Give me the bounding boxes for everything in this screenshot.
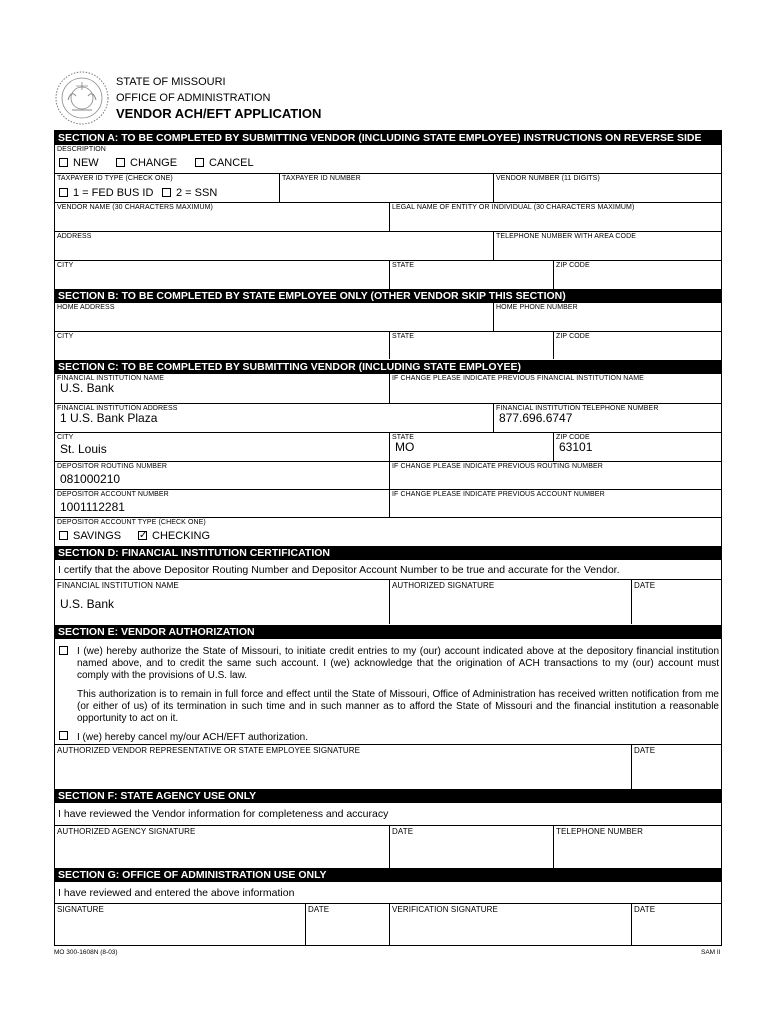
city-field-a[interactable] <box>55 261 389 289</box>
section-c-header: SECTION C: TO BE COMPLETED BY SUBMITTING VENDOR (INCLUDING STATE EMPLOYEE) <box>55 360 721 374</box>
new-checkbox[interactable] <box>59 158 68 167</box>
telephone-field[interactable] <box>493 232 721 260</box>
vendor-name-field[interactable] <box>55 203 389 231</box>
vendor-signature-field[interactable] <box>55 745 631 789</box>
agency-phone-label: TELEPHONE NUMBER <box>556 827 643 836</box>
oa-review-row <box>55 882 721 903</box>
routing-row <box>55 461 721 489</box>
certification-text: I certify that the above Depositor Routing Number and Depositor Account Number to be true and accurate for the Vendor. <box>58 564 620 576</box>
city-field-b[interactable] <box>55 332 389 359</box>
fed-bus-id-checkbox[interactable] <box>59 188 68 197</box>
account-value: 1001112281 <box>60 500 125 514</box>
cancel-authorization-text: I (we) hereby cancel my/our ACH/EFT authorization. <box>77 732 309 743</box>
agency-signature-row <box>55 825 721 868</box>
cert-fi-name-label: FINANCIAL INSTITUTION NAME <box>57 581 179 590</box>
legal-name-label: LEGAL NAME OF ENTITY OR INDIVIDUAL (30 CHARACTERS MAXIMUM) <box>392 204 635 211</box>
prev-account-label: IF CHANGE PLEASE INDICATE PREVIOUS ACCOUNT NUMBER <box>392 491 605 498</box>
zip-field-b[interactable] <box>553 332 721 359</box>
home-address-field[interactable] <box>55 303 493 331</box>
fi-name-label: FINANCIAL INSTITUTION NAME <box>57 375 164 382</box>
prev-fi-label: IF CHANGE PLEASE INDICATE PREVIOUS FINANCIAL INSTITUTION NAME <box>392 375 644 382</box>
fi-zip-field[interactable] <box>553 433 721 461</box>
authorize-checkbox[interactable] <box>59 646 68 655</box>
account-label: DEPOSITOR ACCOUNT NUMBER <box>57 491 169 498</box>
agency-review-text: I have reviewed the Vendor information for completeness and accuracy <box>58 808 389 820</box>
fi-phone-field[interactable] <box>493 404 721 432</box>
agency-review-row <box>55 803 721 825</box>
city-row-b <box>55 331 721 359</box>
fi-city-value: St. Louis <box>60 442 107 456</box>
fi-zip-value: 63101 <box>559 440 593 454</box>
prev-fi-field[interactable] <box>389 374 721 403</box>
state-label-b: STATE <box>392 333 415 340</box>
telephone-label: TELEPHONE NUMBER WITH AREA CODE <box>496 233 637 240</box>
fi-phone-value: 877.696.6747 <box>499 411 573 425</box>
fi-city-row <box>55 432 721 461</box>
fi-city-label: CITY <box>57 434 74 441</box>
cert-date-field[interactable] <box>631 580 721 624</box>
address-field[interactable] <box>55 232 493 260</box>
oa-verification-label: VERIFICATION SIGNATURE <box>392 905 498 914</box>
oa-signature-label: SIGNATURE <box>57 905 104 914</box>
description-row <box>55 145 721 173</box>
section-b-header: SECTION B: TO BE COMPLETED BY STATE EMPLOYEE ONLY (OTHER VENDOR SKIP THIS SECTION) <box>55 289 721 303</box>
oa-signature-row <box>55 903 721 945</box>
fi-address-row <box>55 403 721 432</box>
check-mark-icon: ✓ <box>139 530 148 541</box>
taxid-type-cell <box>55 174 279 202</box>
oa-date2-label: DATE <box>634 905 656 914</box>
cancel-authorization-checkbox[interactable] <box>59 731 68 740</box>
account-type-label: DEPOSITOR ACCOUNT TYPE (CHECK ONE) <box>57 519 206 526</box>
header-office: OFFICE OF ADMINISTRATION <box>116 92 271 104</box>
cert-date-label: DATE <box>634 581 656 590</box>
routing-label: DEPOSITOR ROUTING NUMBER <box>57 463 168 470</box>
vendor-name-row <box>55 202 721 231</box>
zip-label-a: ZIP CODE <box>556 262 590 269</box>
fi-name-value: U.S. Bank <box>60 381 115 395</box>
fi-state-field[interactable] <box>389 433 553 461</box>
fed-bus-id-label: 1 = FED BUS ID <box>73 187 154 199</box>
form-title: VENDOR ACH/EFT APPLICATION <box>116 106 322 121</box>
routing-field[interactable] <box>55 462 389 489</box>
savings-checkbox[interactable] <box>59 531 68 540</box>
vendor-date-label: DATE <box>634 746 656 755</box>
state-seal-logo <box>54 70 110 126</box>
cert-signature-field[interactable] <box>389 580 631 624</box>
prev-routing-label: IF CHANGE PLEASE INDICATE PREVIOUS ROUTING NUMBER <box>392 463 603 470</box>
fi-state-label: STATE <box>392 434 415 441</box>
cert-fi-name-field[interactable] <box>55 580 389 624</box>
sam-label: SAM II <box>701 949 721 956</box>
fi-name-field[interactable] <box>55 374 389 403</box>
section-d-header: SECTION D: FINANCIAL INSTITUTION CERTIFICATION <box>55 546 721 560</box>
checking-checkbox[interactable] <box>138 531 147 540</box>
address-row <box>55 231 721 260</box>
taxpayer-row <box>55 173 721 202</box>
vendor-signature-row <box>55 744 721 789</box>
certification-row <box>55 560 721 578</box>
savings-label: SAVINGS <box>73 530 122 542</box>
home-phone-field[interactable] <box>493 303 721 331</box>
prev-routing-field[interactable] <box>389 462 721 489</box>
section-g-header: SECTION G: OFFICE OF ADMINISTRATION USE ONLY <box>55 868 721 882</box>
fi-cert-row <box>55 579 721 624</box>
cert-fi-name-value: U.S. Bank <box>60 597 115 611</box>
change-label: CHANGE <box>130 157 178 169</box>
legal-name-field[interactable] <box>389 203 721 231</box>
cancel-checkbox[interactable] <box>195 158 204 167</box>
vendor-date-field[interactable] <box>631 745 721 789</box>
account-row <box>55 489 721 517</box>
agency-signature-field[interactable] <box>55 826 389 868</box>
form-number: MO 300-1608N (8-03) <box>54 949 118 956</box>
taxid-number-cell[interactable] <box>279 174 493 202</box>
oa-date-field[interactable] <box>305 904 389 945</box>
agency-date-label: DATE <box>392 827 414 836</box>
vendor-signature-label: AUTHORIZED VENDOR REPRESENTATIVE OR STATE EMPLOYEE SIGNATURE <box>57 746 361 755</box>
section-e-header: SECTION E: VENDOR AUTHORIZATION <box>55 625 721 639</box>
header-state: STATE OF MISSOURI <box>116 76 226 88</box>
home-address-label: HOME ADDRESS <box>57 304 115 311</box>
taxid-number-label: TAXPAYER ID NUMBER <box>282 175 361 182</box>
cert-signature-label: AUTHORIZED SIGNATURE <box>392 581 495 590</box>
vendor-number-cell[interactable] <box>493 174 721 202</box>
fi-address-value: 1 U.S. Bank Plaza <box>60 411 158 425</box>
ssn-label: 2 = SSN <box>176 187 218 199</box>
section-f-header: SECTION F: STATE AGENCY USE ONLY <box>55 789 721 803</box>
zip-field-a[interactable] <box>553 261 721 289</box>
vendor-name-label: VENDOR NAME (30 CHARACTERS MAXIMUM) <box>57 204 213 211</box>
change-checkbox[interactable] <box>116 158 125 167</box>
oa-date-label: DATE <box>308 905 330 914</box>
new-label: NEW <box>73 157 99 169</box>
fi-state-value: MO <box>395 440 415 454</box>
fi-name-row <box>55 374 721 403</box>
ssn-checkbox[interactable] <box>162 188 171 197</box>
vendor-number-label: VENDOR NUMBER (11 DIGITS) <box>496 175 600 182</box>
termination-paragraph: This authorization is to remain in full force and effect until the State of Missouri, Office of Administration has received written notification from me (or either of us) of its termination in such time and in such manner as to afford the State of Missouri and the financial institution a reasonable opportunity to act on it. <box>77 689 719 724</box>
authorization-paragraph: I (we) hereby authorize the State of Missouri, to initiate credit entries to my (our) account indicated above at the depository financial institution named above, and to credit the same such account. I (we) acknowledge that the origination of ACH transactions to my (our) account must comply with the provisions of U.S. law. <box>77 646 719 681</box>
ach-form <box>54 130 722 946</box>
oa-verification-field[interactable] <box>389 904 631 945</box>
agency-date-field[interactable] <box>389 826 553 868</box>
zip-label-b: ZIP CODE <box>556 333 590 340</box>
account-type-row <box>55 517 721 546</box>
state-field-a[interactable] <box>389 261 553 289</box>
home-address-row <box>55 303 721 331</box>
oa-review-text: I have reviewed and entered the above information <box>58 887 295 899</box>
fi-address-label: FINANCIAL INSTITUTION ADDRESS <box>57 405 178 412</box>
oa-date2-field[interactable] <box>631 904 721 945</box>
section-a-header: SECTION A: TO BE COMPLETED BY SUBMITTING VENDOR (INCLUDING STATE EMPLOYEE) INSTRUCTIONS ON REVERSE SIDE <box>55 131 721 145</box>
fi-address-field[interactable] <box>55 404 493 432</box>
description-label: DESCRIPTION <box>57 146 106 153</box>
cancel-label: CANCEL <box>209 157 254 169</box>
fi-zip-label: ZIP CODE <box>556 434 590 441</box>
state-field-b[interactable] <box>389 332 553 359</box>
fi-city-field[interactable] <box>55 433 389 461</box>
prev-account-field[interactable] <box>389 490 721 517</box>
city-label-a: CITY <box>57 262 74 269</box>
fi-phone-label: FINANCIAL INSTITUTION TELEPHONE NUMBER <box>496 405 659 412</box>
city-label-b: CITY <box>57 333 74 340</box>
routing-value: 081000210 <box>60 472 121 486</box>
agency-phone-field[interactable] <box>553 826 721 868</box>
state-label-a: STATE <box>392 262 415 269</box>
home-phone-label: HOME PHONE NUMBER <box>496 304 578 311</box>
account-field[interactable] <box>55 490 389 517</box>
taxid-type-label: TAXPAYER ID TYPE (CHECK ONE) <box>57 175 173 182</box>
city-row-a <box>55 260 721 289</box>
agency-signature-label: AUTHORIZED AGENCY SIGNATURE <box>57 827 196 836</box>
oa-signature-field[interactable] <box>55 904 305 945</box>
address-label: ADDRESS <box>57 233 92 240</box>
checking-label: CHECKING <box>152 530 211 542</box>
